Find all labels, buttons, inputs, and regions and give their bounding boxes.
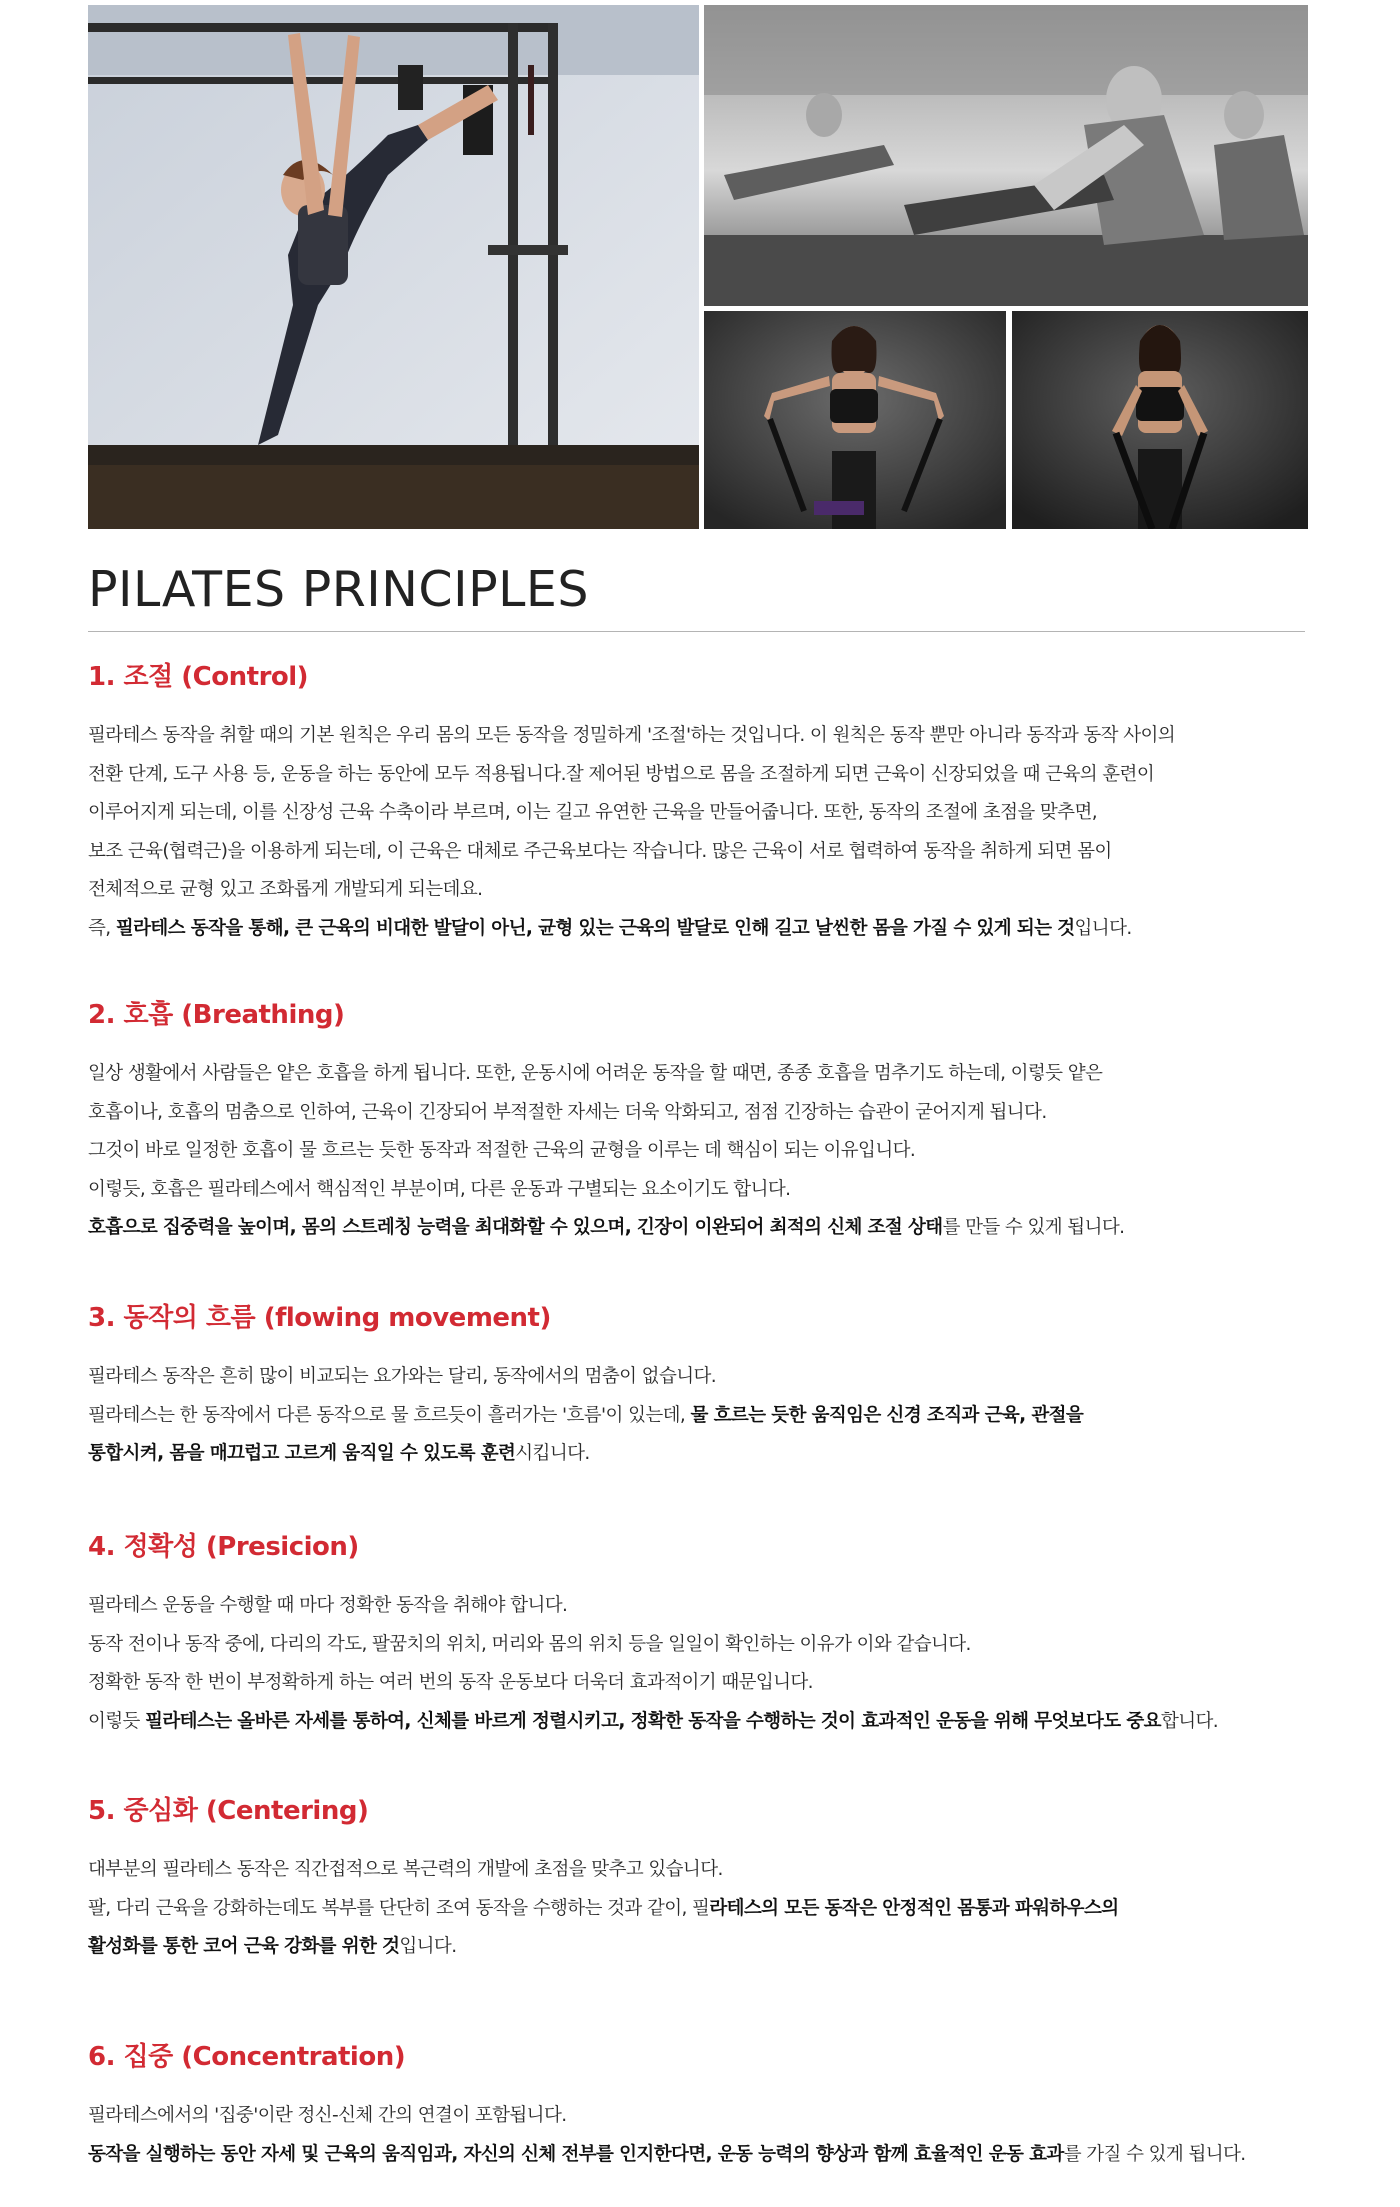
paragraph-line — [88, 871, 1328, 910]
body-text: 입니다. — [1074, 917, 1132, 939]
body-text: 일상 생활에서 사람들은 얕은 호흡을 하게 됩니다. 또한, 운동시에 어려운 동작을 할 때면, 종종 호흡을 멈추기도 하는데, 이렇듯 얕은 — [88, 1063, 1103, 1084]
emphasis-text: 호흡으로 집중력을 높이며, 몸의 스트레칭 능력을 최대화할 수 있으며, 긴장이 이완되어 최적의 신체 조절 상태 — [88, 1217, 943, 1238]
body-text: 필라테스에서의 '집중'이란 정신-신체 간의 연결이 포함됩니다. — [88, 2105, 567, 2126]
body-text: 를 가질 수 있게 됩니다. — [1063, 2143, 1246, 2165]
paragraph-line — [88, 794, 1328, 833]
body-text: 동작 전이나 동작 중에, 다리의 각도, 팔꿈치의 위치, 머리와 몸의 위치 등을 일일이 확인하는 이유가 이와 같습니다. — [88, 1633, 971, 1655]
body-text: 대부분의 필라테스 동작은 직간접적으로 복근력의 개발에 초점을 맞추고 있습니다. — [88, 1859, 723, 1880]
section-heading-flowing-movement: 3. 동작의 흐름 (flowing movement) — [88, 1303, 551, 1333]
body-text: 필라테스는 한 동작에서 다른 동작으로 물 흐르듯이 흘러가는 '흐름'이 있는데, — [88, 1404, 691, 1426]
paragraph-line — [88, 1626, 1328, 1665]
photo-band-exercise-1 — [704, 311, 1006, 529]
emphasis-text: 필라테스 동작을 통해, 큰 근육의 비대한 발달이 아닌, 균형 있는 근육의 발달로 인해 길고 날씬한 몸을 가질 수 있게 되는 것 — [115, 917, 1075, 939]
emphasis-text: 필라테스는 올바른 자세를 통하여, 신체를 바르게 정렬시키고, 정확한 동작을 수행하는 것이 효과적인 운동을 위해 무엇보다도 중요 — [145, 1710, 1161, 1732]
title-divider — [88, 631, 1305, 632]
paragraph-line — [88, 1132, 1328, 1171]
section-body-breathing — [88, 1055, 1328, 1248]
body-text: 이렇듯 — [88, 1710, 146, 1732]
paragraph-line — [88, 1171, 1328, 1210]
paragraph-line — [88, 833, 1328, 872]
photo-cadillac-exercise — [88, 5, 699, 529]
body-text: 전환 단계, 도구 사용 등, 운동을 하는 동안에 모두 적용됩니다.잘 제어된 방법으로 몸을 조절하게 되면 근육이 신장되었을 때 근육의 훈련이 — [88, 763, 1155, 785]
body-text: 정확한 동작 한 번이 부정확하게 하는 여러 번의 동작 운동보다 더욱더 효과적이기 때문입니다. — [88, 1672, 813, 1693]
paragraph-line — [88, 1890, 1328, 1929]
emphasis-text: 물 흐르는 듯한 움직임은 신경 조직과 근육, 관절을 — [690, 1404, 1084, 1426]
paragraph-line — [88, 1358, 1328, 1397]
body-text: 전체적으로 균형 있고 조화롭게 개발되게 되는데요. — [88, 879, 483, 900]
photo-group-mat-class — [704, 5, 1308, 306]
paragraph-line — [88, 1094, 1328, 1133]
body-text: 시킵니다. — [515, 1443, 590, 1464]
paragraph-line — [88, 1851, 1328, 1890]
paragraph-line — [88, 1664, 1328, 1703]
emphasis-text: 동작을 실행하는 동안 자세 및 근육의 움직임과, 자신의 신체 전부를 인지한다면, 운동 능력의 향상과 함께 효율적인 운동 효과 — [88, 2143, 1064, 2165]
emphasis-text: 통합시켜, 몸을 매끄럽고 고르게 움직일 수 있도록 훈련 — [88, 1443, 516, 1464]
paragraph-line — [88, 1587, 1328, 1626]
section-body-flowing-movement — [88, 1358, 1328, 1474]
body-text: 그것이 바로 일정한 호흡이 물 흐르는 듯한 동작과 적절한 근육의 균형을 이루는 데 핵심이 되는 이유입니다. — [88, 1140, 916, 1161]
body-text: 이렇듯, 호흡은 필라테스에서 핵심적인 부분이며, 다른 운동과 구별되는 요소이기도 합니다. — [88, 1178, 791, 1200]
body-text: 보조 근육(협력근)을 이용하게 되는데, 이 근육은 대체로 주근육보다는 작습니다. 많은 근육이 서로 협력하여 동작을 취하게 되면 몸이 — [88, 840, 1112, 862]
body-text: 팔, 다리 근육을 강화하는데도 복부를 단단히 조여 동작을 수행하는 것과 같이, 필 — [88, 1897, 710, 1919]
paragraph-line — [88, 1397, 1328, 1436]
section-body-control — [88, 717, 1328, 948]
paragraph-line — [88, 1435, 1328, 1474]
section-heading-breathing: 2. 호흡 (Breathing) — [88, 1000, 345, 1030]
body-text: 필라테스 동작은 흔히 많이 비교되는 요가와는 달리, 동작에서의 멈춤이 없습니다. — [88, 1366, 717, 1387]
paragraph-line — [88, 1928, 1328, 1967]
body-text: 이루어지게 되는데, 이를 신장성 근육 수축이라 부르며, 이는 길고 유연한 근육을 만들어줍니다. 또한, 동작의 조절에 초점을 맞추면, — [88, 802, 1097, 823]
section-body-precision — [88, 1587, 1328, 1741]
body-text: 필라테스 운동을 수행할 때 마다 정확한 동작을 취해야 합니다. — [88, 1595, 568, 1616]
section-heading-centering: 5. 중심화 (Centering) — [88, 1796, 369, 1826]
body-text: 합니다. — [1160, 1710, 1219, 1732]
section-heading-control: 1. 조절 (Control) — [88, 662, 309, 692]
section-heading-precision: 4. 정확성 (Presicion) — [88, 1532, 359, 1562]
body-text: 필라테스 동작을 취할 때의 기본 원칙은 우리 몸의 모든 동작을 정밀하게 '조절'하는 것입니다. 이 원칙은 동작 뿐만 아니라 동작과 동작 사이의 — [88, 725, 1176, 746]
paragraph-line — [88, 1055, 1328, 1094]
paragraph-line — [88, 2097, 1328, 2136]
emphasis-text: 활성화를 통한 코어 근육 강화를 위한 것 — [88, 1936, 400, 1957]
paragraph-line — [88, 717, 1328, 756]
emphasis-text: 라테스의 모든 동작은 안정적인 몸통과 파워하우스의 — [709, 1897, 1119, 1919]
photo-band-exercise-2 — [1012, 311, 1308, 529]
paragraph-line — [88, 1703, 1328, 1742]
body-text: 입니다. — [399, 1936, 457, 1957]
paragraph-line — [88, 2136, 1328, 2175]
section-body-concentration — [88, 2097, 1328, 2174]
section-body-centering — [88, 1851, 1328, 1967]
body-text: 호흡이나, 호흡의 멈춤으로 인하여, 근육이 긴장되어 부적절한 자세는 더욱 악화되고, 점점 긴장하는 습관이 굳어지게 됩니다. — [88, 1101, 1047, 1123]
body-text: 즉, — [88, 917, 116, 939]
paragraph-line — [88, 910, 1328, 949]
body-text: 를 만들 수 있게 됩니다. — [942, 1217, 1125, 1238]
paragraph-line — [88, 756, 1328, 795]
paragraph-line — [88, 1209, 1328, 1248]
page-title: PILATES PRINCIPLES — [88, 561, 589, 618]
section-heading-concentration: 6. 집중 (Concentration) — [88, 2042, 406, 2072]
